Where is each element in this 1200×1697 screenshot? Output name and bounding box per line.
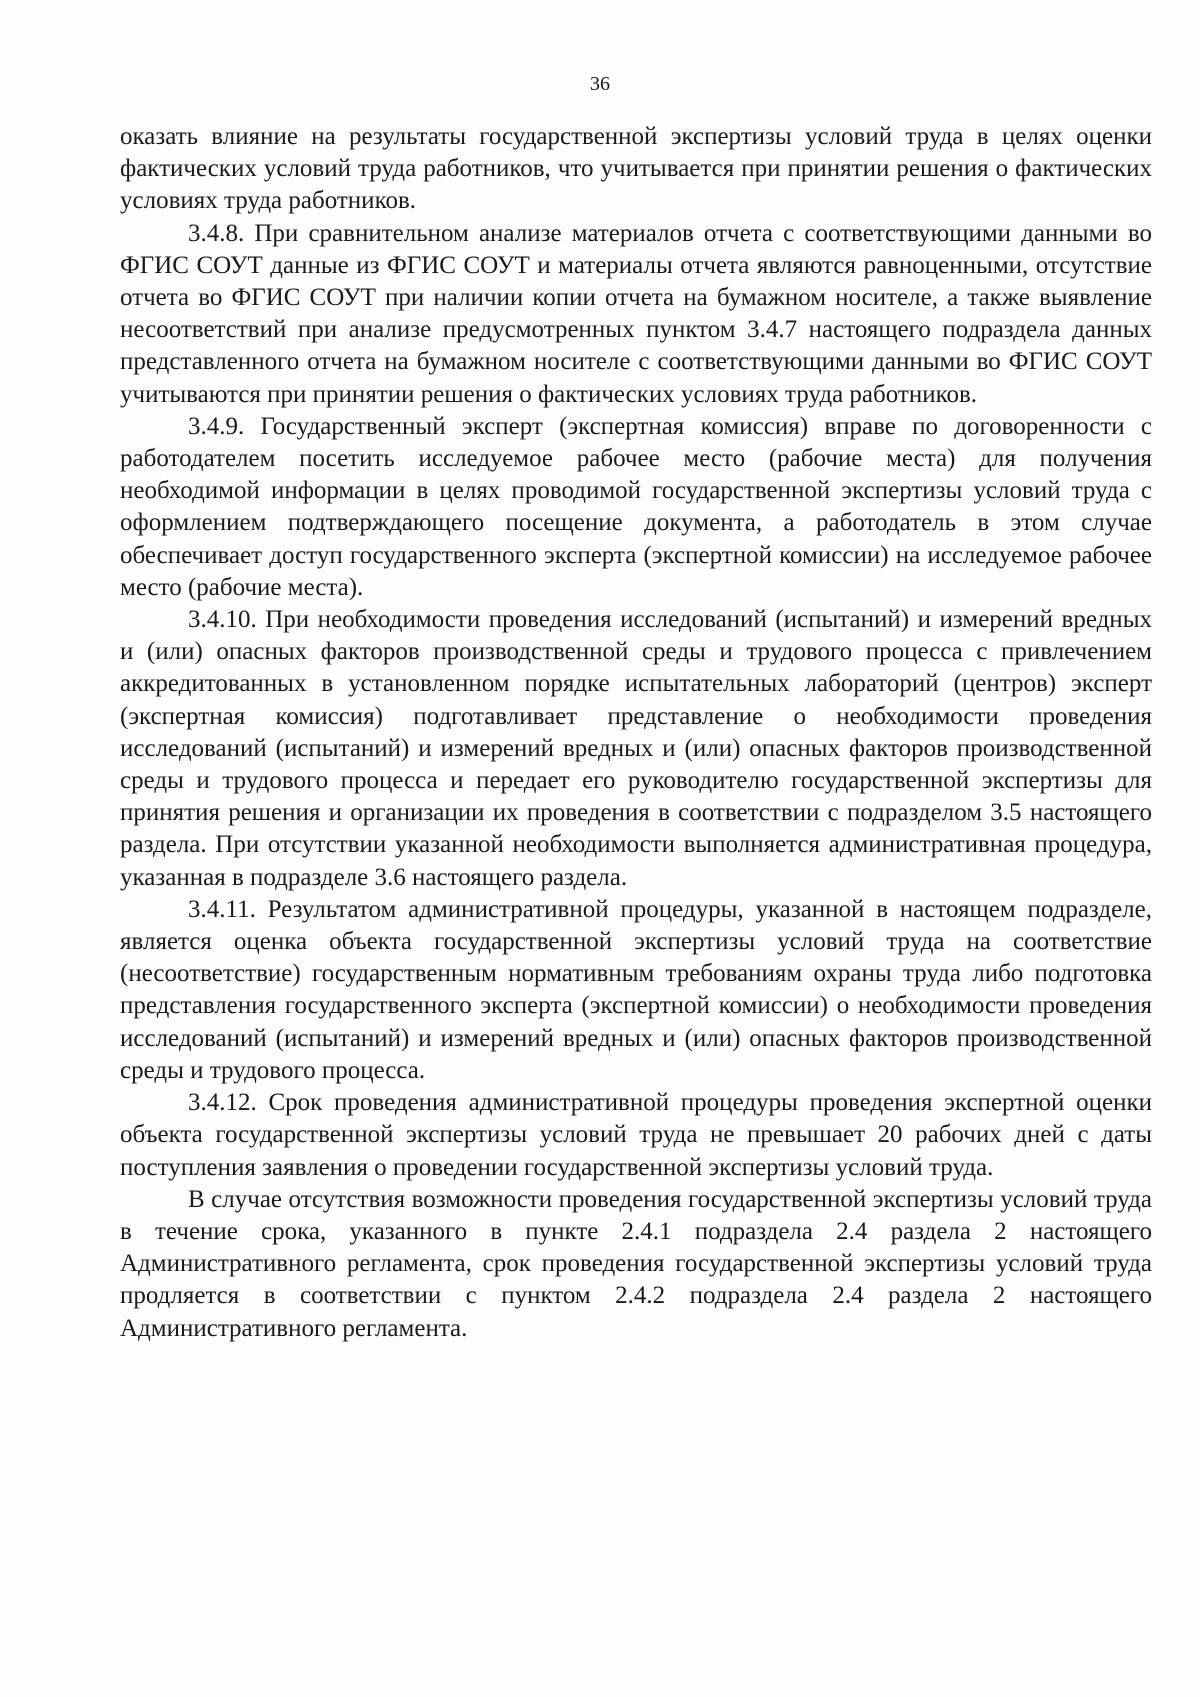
paragraph-3-4-12: 3.4.12. Срок проведения административной процедуры проведения экспертной оценки объекта государственной экспертизы условий труда не превышает 20 рабочих дней с даты поступления заявления о проведении государственной экспертизы условий труда.	[120, 1089, 1152, 1181]
paragraph-3-4-11: 3.4.11. Результатом административной процедуры, указанной в настоящем подразделе, является оценка объекта государственной экспертизы условий труда на соответствие (несоответствие) государственным нормативным требованиям охраны труда либо подготовка представления государственного эксперта (экспертной комиссии) о необходимости проведения исследований (испытаний) и измерений вредных и (или) опасных факторов производственной среды и трудового процесса.	[120, 895, 1152, 1084]
paragraph-continuation: оказать влияние на результаты государственной экспертизы условий труда в целях оценки фактических условий труда работников, что учитывается при принятии решения о фактических условиях труда работников.	[120, 123, 1152, 215]
paragraph-3-4-9: 3.4.9. Государственный эксперт (экспертная комиссия) вправе по договоренности с работодателем посетить исследуемое рабочее место (рабочие места) для получения необходимой информации в целях проводимой государственной экспертизы условий труда с оформлением подтверждающего посещение документа, а работодатель в этом случае обеспечивает доступ государственного эксперта (экспертной комиссии) на исследуемое рабочее место (рабочие места).	[120, 412, 1152, 601]
document-body	[120, 121, 1152, 1345]
paragraph-3-4-8: 3.4.8. При сравнительном анализе материалов отчета с соответствующими данными во ФГИС СОУТ данные из ФГИС СОУТ и материалы отчета являются равноценными, отсутствие отчета во ФГИС СОУТ при наличии копии отчета на бумажном носителе, а также выявление несоответствий при анализе предусмотренных пунктом 3.4.7 настоящего подраздела данных представленного отчета на бумажном носителе с соответствующими данными во ФГИС СОУТ учитываются при принятии решения о фактических условиях труда работников.	[120, 219, 1152, 408]
paragraph-extension-clause: В случае отсутствия возможности проведения государственной экспертизы условий труда в течение срока, указанного в пункте 2.4.1 подраздела 2.4 раздела 2 настоящего Административного регламента, срок проведения государственной экспертизы условий труда продляется в соответствии с пунктом 2.4.2 подраздела 2.4 раздела 2 настоящего Административного регламента.	[120, 1185, 1152, 1342]
page-number: 36	[590, 73, 610, 95]
paragraph-3-4-10: 3.4.10. При необходимости проведения исследований (испытаний) и измерений вредных и (или) опасных факторов производственной среды и трудового процесса с привлечением аккредитованных в установленном порядке испытательных лабораторий (центров) эксперт (экспертная комиссия) подготавливает представление о необходимости проведения исследований (испытаний) и измерений вредных и (или) опасных факторов производственной среды и трудового процесса и передает его руководителю государственной экспертизы для принятия решения и организации их проведения в соответствии с подразделом 3.5 настоящего раздела. При отсутствии указанной необходимости выполняется административная процедура, указанная в подразделе 3.6 настоящего раздела.	[120, 606, 1152, 891]
